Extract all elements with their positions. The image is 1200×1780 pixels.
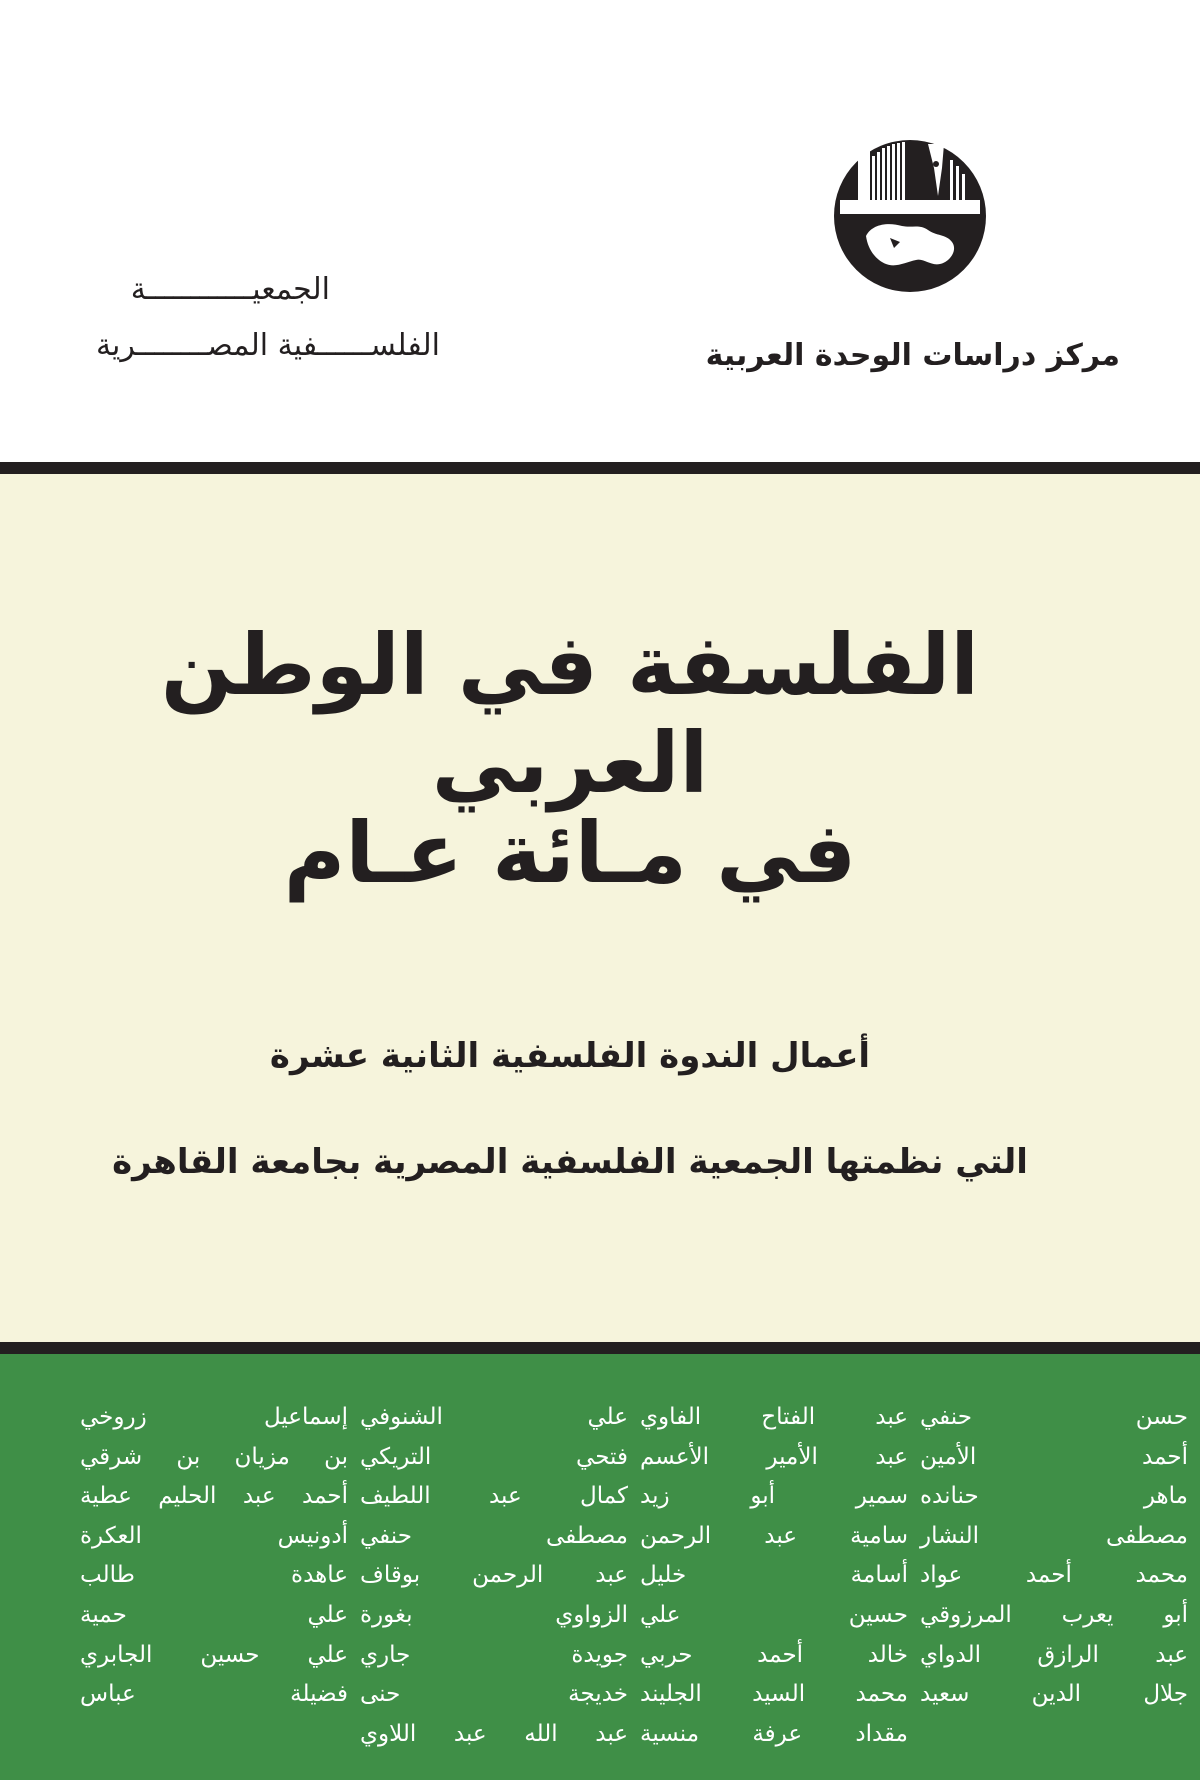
divider-rule-bottom — [0, 1342, 1200, 1354]
author-name: أحمد الأمين — [920, 1443, 1188, 1470]
author-name: علي حمية — [80, 1601, 348, 1628]
author-name: محمد السيد الجليند — [640, 1681, 908, 1708]
author-name: محمد أحمد عواد — [920, 1562, 1188, 1589]
author-name: إسماعيل زروخي — [80, 1404, 348, 1430]
authors-column-1 — [920, 1398, 1188, 1715]
book-title-line2: في مـائة عـام — [283, 804, 857, 902]
book-subtitle-line1: أعمال الندوة الفلسفية الثانية عشرة — [269, 1036, 871, 1076]
author-name: ماهر حنانده — [920, 1483, 1188, 1510]
publisher-logo — [832, 138, 988, 294]
author-name: عبد الرحمن بوقاف — [360, 1562, 628, 1589]
author-name: خديجة حنى — [360, 1681, 628, 1708]
authors-column-4 — [80, 1398, 348, 1715]
publisher-logo-icon — [832, 138, 988, 294]
author-name: خالد أحمد حربي — [640, 1641, 908, 1668]
author-name: فضيلة عباس — [80, 1681, 348, 1708]
author-name: علي الشنوفي — [360, 1404, 628, 1430]
author-name: جلال الدين سعيد — [920, 1681, 1188, 1708]
author-name: فتحي التريكي — [360, 1443, 628, 1470]
author-name: سامية عبد الرحمن — [640, 1522, 908, 1549]
author-name: علي حسين الجابري — [80, 1641, 348, 1668]
co-publisher-name — [20, 262, 440, 374]
authors-list — [12, 1398, 1188, 1778]
author-name: عبد الرازق الدواي — [920, 1641, 1188, 1668]
publisher-name: مركز دراسات الوحدة العربية — [705, 338, 1120, 373]
authors-column-3 — [360, 1398, 628, 1754]
cover-top-band — [0, 0, 1200, 462]
cover-authors-band — [0, 1354, 1200, 1780]
author-name: سمير أبو زيد — [640, 1483, 908, 1510]
authors-column-2 — [640, 1398, 908, 1754]
cover-title-band — [0, 474, 1200, 1342]
author-name: مصطفى النشار — [920, 1522, 1188, 1549]
co-publisher-line1: الجمعيــــــــــــة — [130, 272, 330, 307]
author-name: مصطفى حنفي — [360, 1522, 628, 1549]
divider-rule-top — [0, 462, 1200, 474]
author-name: أسامة خليل — [640, 1562, 908, 1589]
book-subtitle-line2: التي نظمتها الجمعية الفلسفية المصرية بجامعة القاهرة — [112, 1142, 1028, 1182]
co-publisher-line2: الفلســــــفية المصــــــــرية — [95, 328, 440, 363]
author-name: عبد الله عبد اللاوي — [360, 1720, 628, 1747]
author-name: جويدة جاري — [360, 1641, 628, 1668]
author-name: بن مزيان بن شرقي — [80, 1443, 348, 1470]
author-name: مقداد عرفة منسية — [640, 1720, 908, 1747]
author-name: حسين علي — [640, 1601, 908, 1628]
author-name: عبد الأمير الأعسم — [640, 1443, 908, 1470]
author-name: أدونيس العكرة — [80, 1522, 348, 1549]
book-title-line1: الفلسفة في الوطن العربي — [160, 616, 980, 812]
author-name: أحمد عبد الحليم عطية — [80, 1483, 348, 1510]
author-name: أبو يعرب المرزوقي — [920, 1601, 1188, 1628]
author-name: كمال عبد اللطيف — [360, 1483, 628, 1510]
author-name: حسن حنفي — [920, 1404, 1188, 1430]
author-name: الزواوي بغورة — [360, 1601, 628, 1628]
author-name: عبد الفتاح الفاوي — [640, 1404, 908, 1430]
author-name: عاهدة طالب — [80, 1562, 348, 1589]
